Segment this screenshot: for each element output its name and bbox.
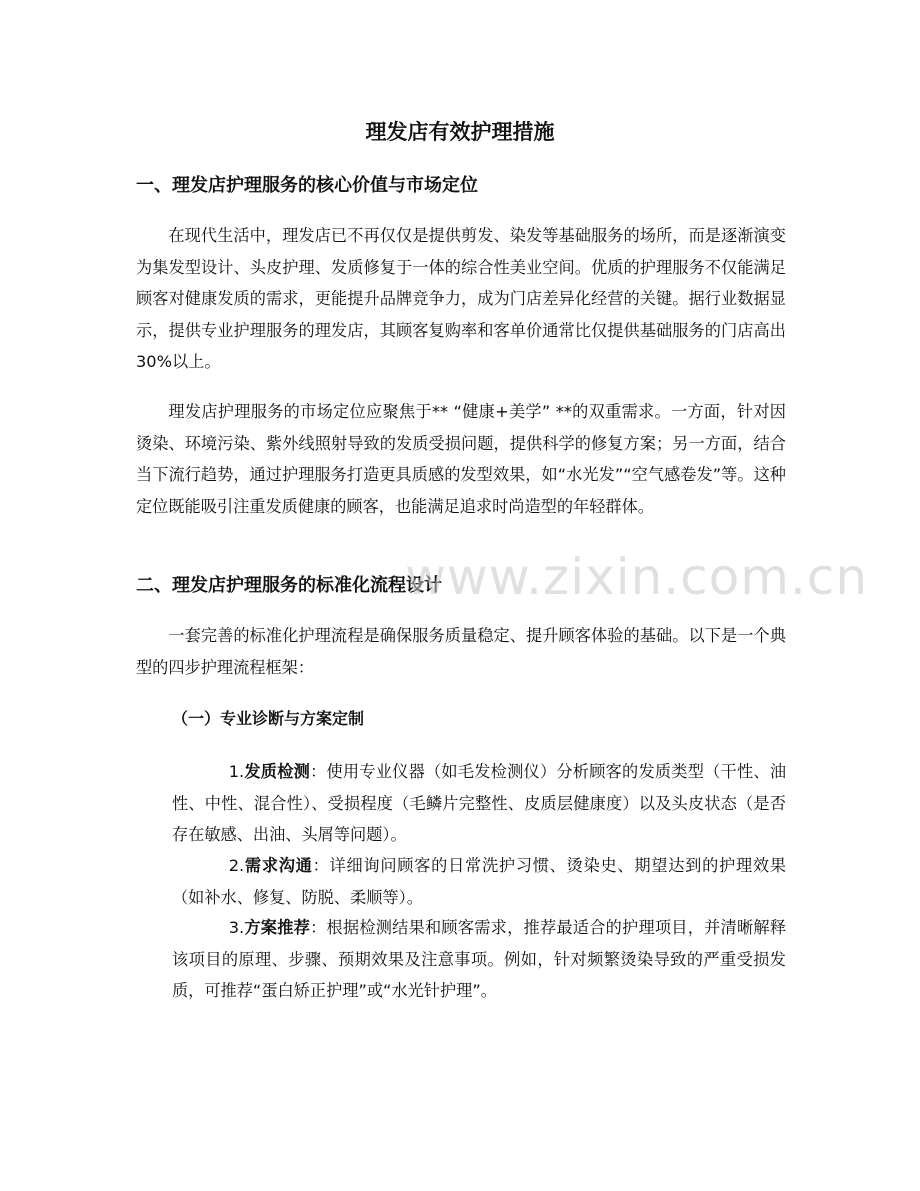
section-1-paragraph-2: 理发店护理服务的市场定位应聚焦于** “健康+美学” **的双重需求。一方面，针对因烫染、环境污染、紫外线照射导致的发质受损问题，提供科学的修复方案；另一方面，结合当下流行趋势，通过护理服务打造更具质感的发型效果，如“水光发”“空气感卷发”等。这种定位既能吸引注重发质健康的顾客，也能满足追求时尚造型的年轻群体。 [136,402,786,516]
section-1-heading: 一、理发店护理服务的核心价值与市场定位 [136,175,478,196]
list-item-text: ：使用专业仪器（如毛发检测仪）分析顾客的发质类型（干性、油性、中性、混合性）、受损程度（毛鳞片完整性、皮质层健康度）以及头皮状态（是否存在敏感、出油、头屑等问题）。 [172,762,787,844]
document-title: 理发店有效护理措施 [365,120,555,144]
list-item-term: 发质检测 [244,762,311,781]
list-item-number: 3. [228,918,245,937]
list-item-text: ：详细询问顾客的日常洗护习惯、烫染史、期望达到的护理效果（如补水、修复、防脱、柔顺等）。 [172,856,787,907]
section-2-heading: 二、理发店护理服务的标准化流程设计 [136,575,442,596]
list-item-number: 1. [228,762,245,781]
list-item-term: 需求沟通 [244,856,313,875]
list-item [172,756,786,851]
list-item [172,912,786,1007]
section-2-subheading: （一）专业诊断与方案定制 [172,709,365,728]
section-1-paragraph-1: 在现代生活中，理发店已不再仅仅是提供剪发、染发等基础服务的场所，而是逐渐演变为集发型设计、头皮护理、发质修复于一体的综合性美业空间。优质的护理服务不仅能满足顾客对健康发质的需求，更能提升品牌竞争力，成为门店差异化经营的关键。据行业数据显示，提供专业护理服务的理发店，其顾客复购率和客单价通常比仅提供基础服务的门店高出 30%以上。 [136,226,786,371]
list-item-term: 方案推荐 [244,918,311,937]
list-item-text: ：根据检测结果和顾客需求，推荐最适合的护理项目，并清晰解释该项目的原理、步骤、预期效果及注意事项。例如，针对频繁烫染导致的严重受损发质，可推荐“蛋白矫正护理”或“水光针护理”。 [172,918,787,1000]
list-item-number: 2. [228,856,245,875]
watermark: www.zixin.com.cn [405,548,869,606]
list-item [172,850,786,913]
section-2-paragraph-1: 一套完善的标准化护理流程是确保服务质量稳定、提升顾客体验的基础。以下是一个典型的四步护理流程框架： [136,626,786,677]
